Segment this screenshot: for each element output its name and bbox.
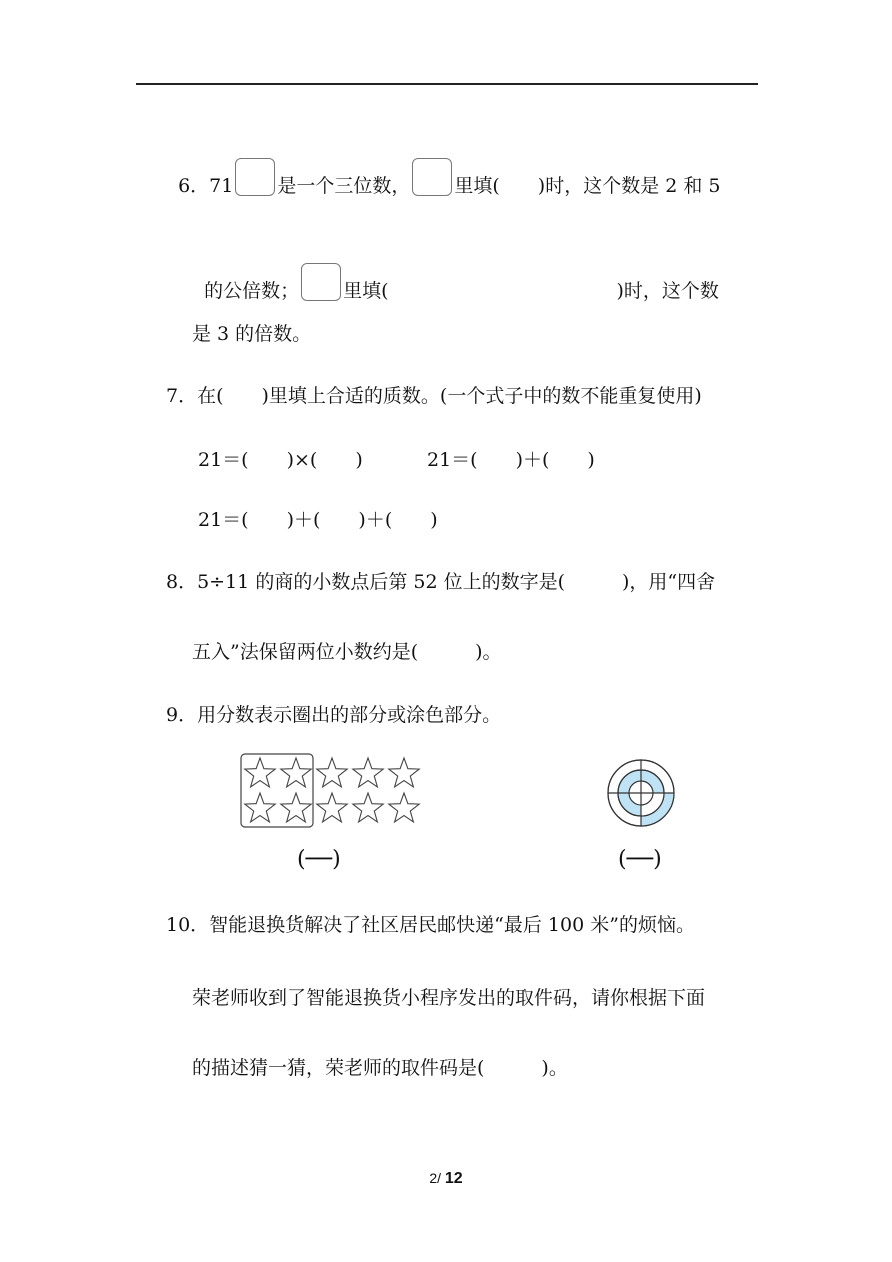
header-rule [136, 83, 758, 85]
answer-box[interactable] [235, 158, 275, 196]
page-total: 12 [444, 1170, 463, 1187]
star-icon [353, 758, 383, 787]
q6-line1-mid: 是一个三位数， [277, 175, 411, 197]
q6-line1-start: 6．71 [178, 175, 234, 197]
target-circle [608, 760, 674, 826]
q10-line3: 的描述猜一猜，荣老师的取件码是( )。 [192, 1057, 568, 1079]
q10-line1: 10．智能退换货解决了社区居民邮快递“最后 100 米”的烦恼。 [166, 914, 695, 936]
q6-line3: 是 3 的倍数。 [192, 323, 312, 345]
q9-answer-right[interactable]: (──) [618, 847, 662, 872]
q7-line1: 7．在( )里填上合适的质数。(一个式子中的数不能重复使用) [166, 385, 702, 407]
q6-line2-start: 的公倍数； [204, 280, 300, 302]
q6-line2 [192, 239, 719, 303]
star-icon [317, 758, 347, 787]
stars-group [245, 758, 419, 822]
q8-line1: 8．5÷11 的商的小数点后第 52 位上的数字是( )，用“四舍 [166, 571, 716, 593]
star-icon [281, 758, 311, 787]
q10-line2: 荣老师收到了智能退换货小程序发出的取件码，请你根据下面 [192, 987, 706, 1009]
q9-line1: 9．用分数表示圈出的部分或涂色部分。 [166, 704, 502, 726]
star-icon [281, 793, 311, 822]
q6-line2-end: 里填( )时，这个数 [343, 280, 719, 302]
q9-answer-left[interactable]: (──) [297, 847, 341, 872]
q7-equation-2[interactable]: 21＝( )＋( ) [427, 449, 595, 471]
q7-equation-3[interactable]: 21＝( )＋( )＋( ) [198, 509, 438, 531]
star-icon [245, 758, 275, 787]
q6-line1-end: 里填( )时，这个数是 2 和 5 [454, 175, 721, 197]
q7-equation-1[interactable]: 21＝( )×( ) [198, 449, 363, 471]
star-icon [389, 758, 419, 787]
page-number [0, 1170, 892, 1188]
q8-line2: 五入”法保留两位小数约是( )。 [192, 641, 502, 663]
star-icon [317, 793, 347, 822]
q6-line1 [166, 134, 721, 198]
answer-box[interactable] [301, 263, 341, 301]
star-icon [389, 793, 419, 822]
page-current: 2/ [429, 1170, 441, 1186]
target-circle-figure [603, 755, 679, 831]
star-icon [245, 793, 275, 822]
star-icon [353, 793, 383, 822]
stars-figure [236, 750, 426, 832]
answer-box[interactable] [412, 158, 452, 196]
